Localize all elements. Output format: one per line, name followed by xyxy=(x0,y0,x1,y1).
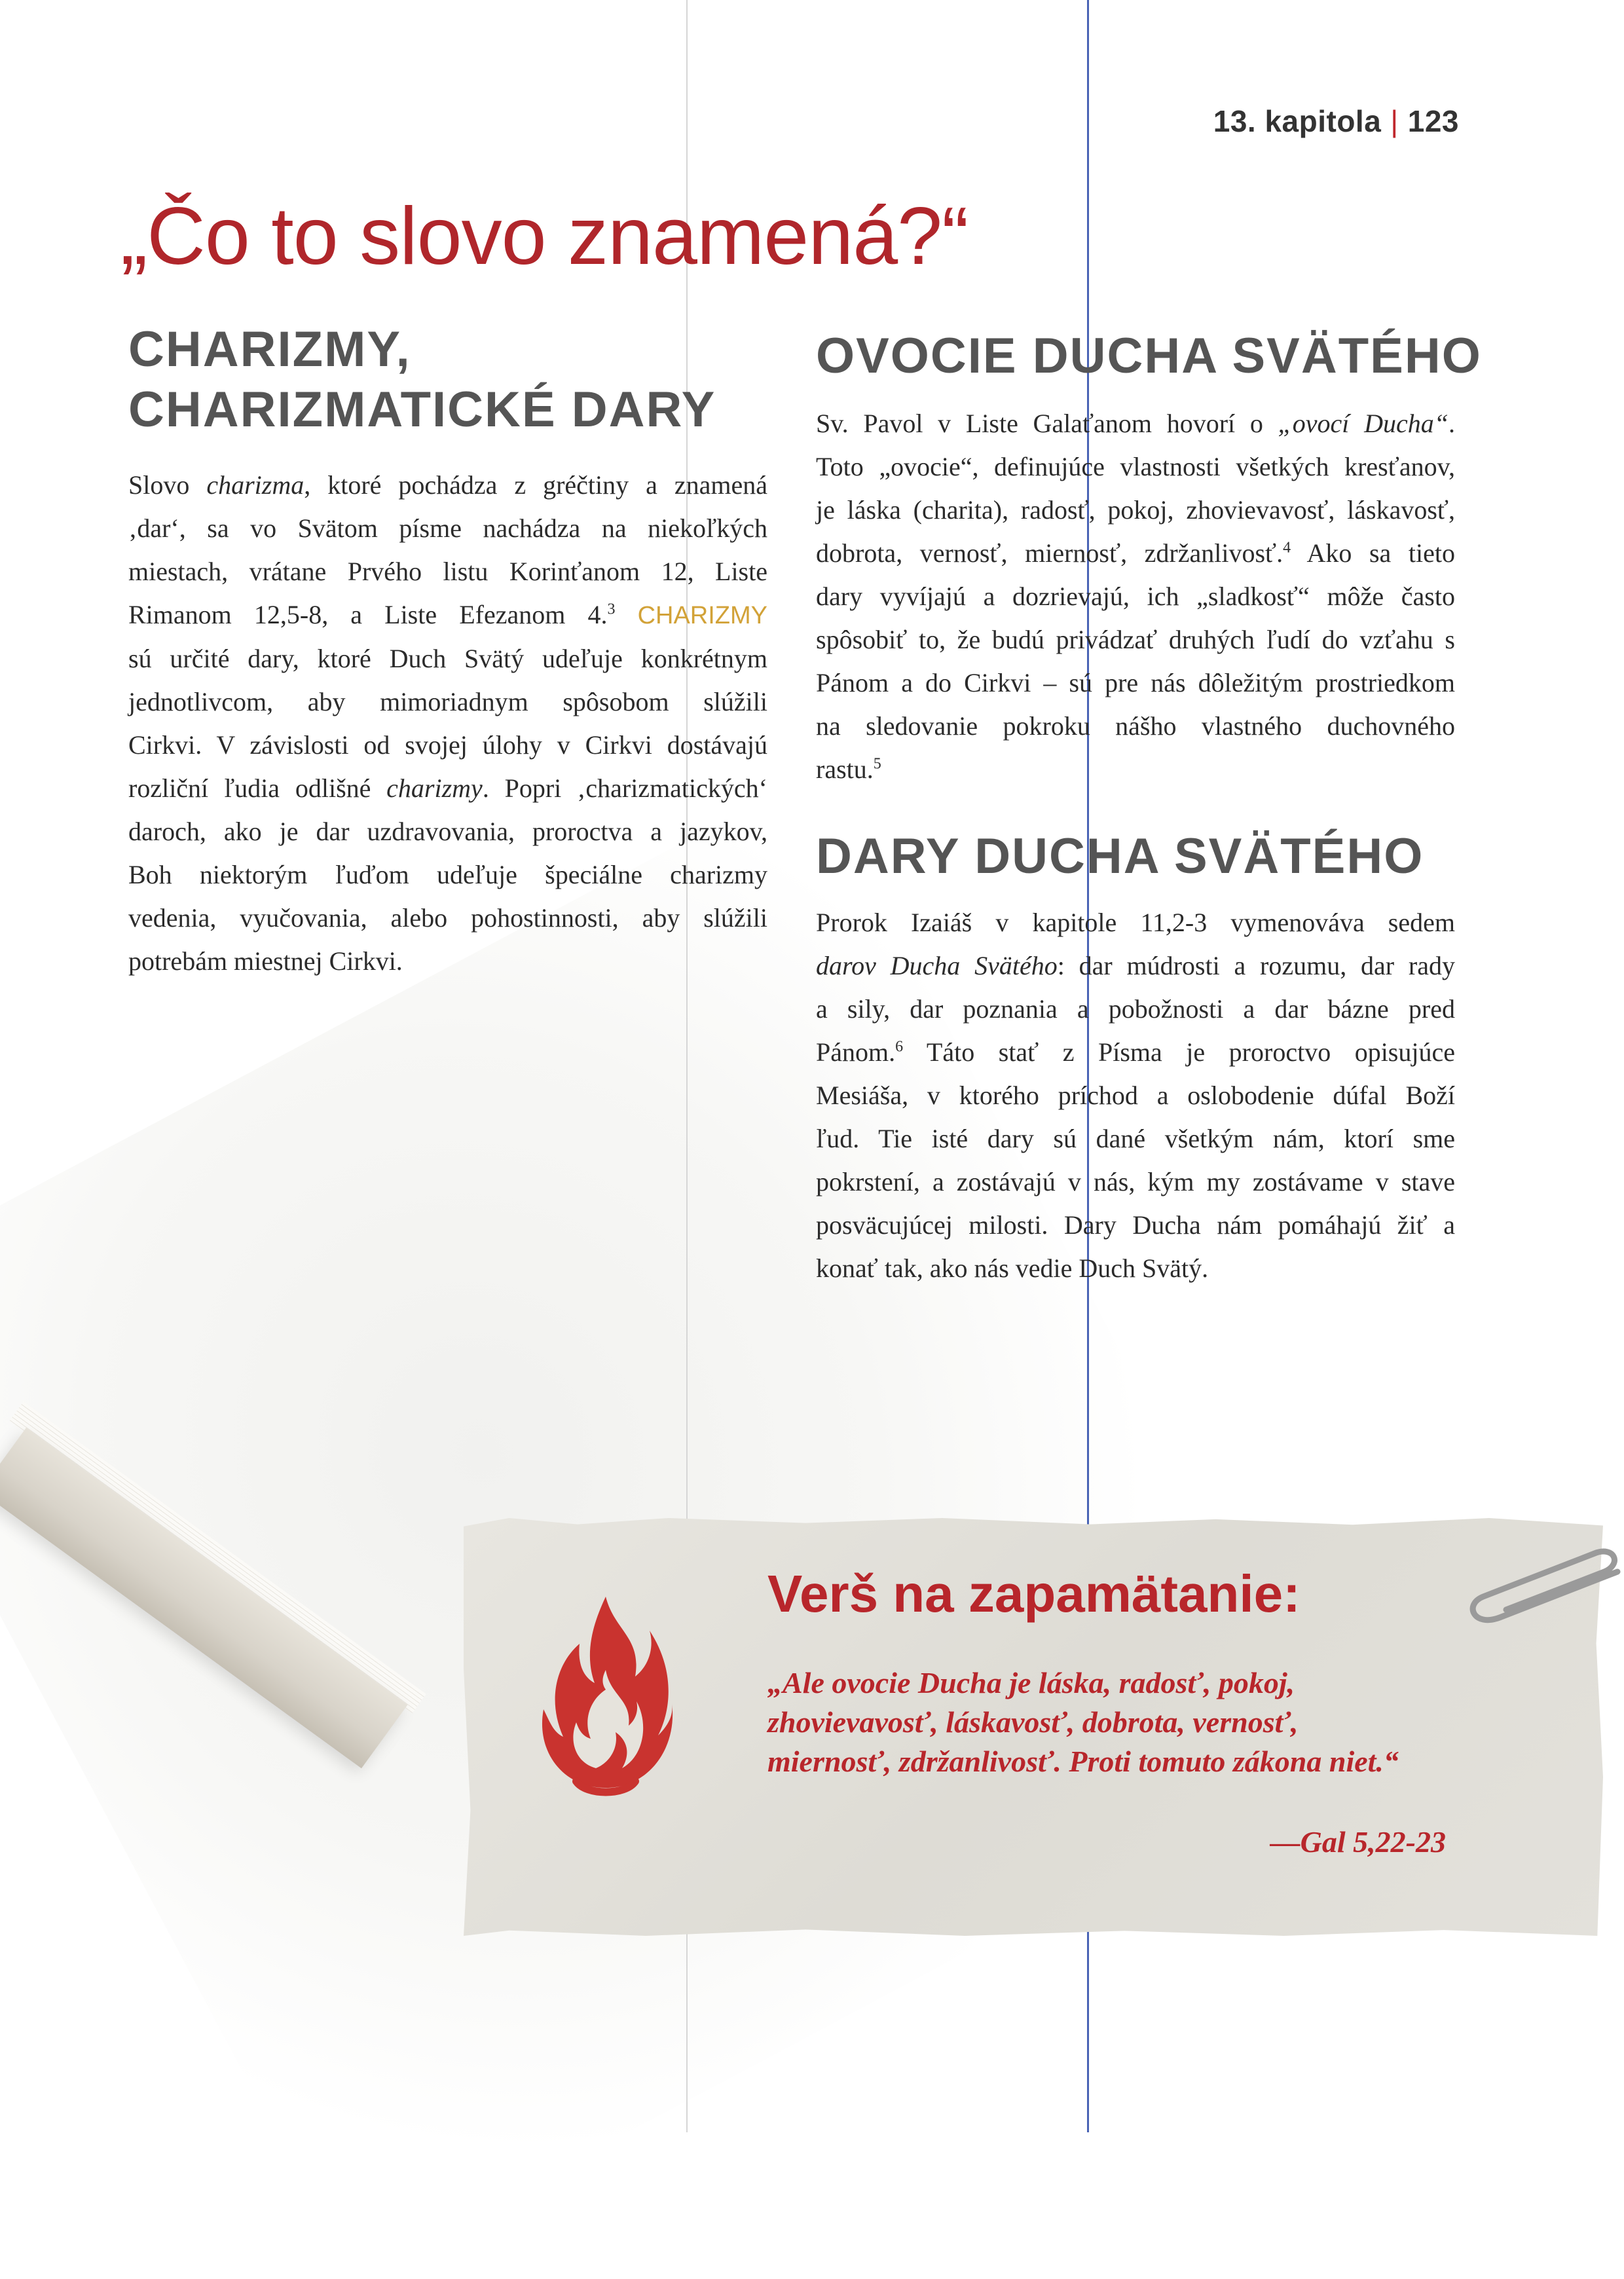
text-line: Toto „ovocie“, definujúce vlastnosti všetkých kresťanov, xyxy=(816,452,1455,481)
page-header xyxy=(1213,103,1459,139)
text-line: darov Ducha Svätého: dar múdrosti a rozumu, dar rady xyxy=(816,951,1455,980)
text-line: miestach, vrátane Prvého listu Korinťanom 12, Liste xyxy=(128,557,767,586)
text-line: daroch, ako je dar uzdravovania, proroctva a jazykov, xyxy=(128,817,767,846)
heading-line: CHARIZMY, xyxy=(128,322,411,377)
text-line: a sily, dar poznania a pobožnosti a dar bázne pred xyxy=(816,994,1455,1024)
footnote-marker: 5 xyxy=(873,755,881,773)
text-line: Rimanom 12,5-8, a Liste Efezanom 4.$^3$ CHARIZMY xyxy=(128,600,768,629)
section-heading-ovocie: OVOCIE DUCHA SVÄTÉHO xyxy=(816,328,1482,384)
italic-term: charizma xyxy=(206,470,304,500)
text-line: konať tak, ako nás vedie Duch Svätý. xyxy=(816,1253,1209,1283)
paperclip-icon xyxy=(1428,1532,1624,1663)
text-line: ľud. Tie isté dary sú dané všetkým nám, ktorí sme xyxy=(816,1124,1455,1153)
text-line: vedenia, vyučovania, alebo pohostinnosti, aby slúžili xyxy=(128,903,767,933)
text-line: dary vyvíjajú a dozrievajú, ich „sladkosť“ môže často xyxy=(816,582,1455,611)
footnote-marker: 3 xyxy=(607,601,616,618)
text-line: ‚dar‘, sa vo Svätom písme nachádza na niekoľkých xyxy=(128,513,767,543)
text-line: Sv. Pavol v Liste Galaťanom hovorí o „ovocí Ducha“. xyxy=(816,409,1455,438)
text-line: rastu.$^5$ xyxy=(816,754,881,784)
verse-line: „Ale ovocie Ducha je láska, radosť, pokoj, xyxy=(767,1666,1295,1699)
text-line: rozliční ľudia odlišné charizmy. Popri ‚charizmatických‘ xyxy=(128,773,767,803)
text-line: Pánom.$^6$ Táto stať z Písma je proroctvo opisujúce xyxy=(816,1037,1455,1067)
text-line: jednotlivcom, aby mimoriadnym spôsobom slúžili xyxy=(128,687,767,716)
text-line: Prorok Izaiáš v kapitole 11,2-3 vymenováva sedem xyxy=(816,908,1455,937)
verse-line: zhovievavosť, láskavosť, dobrota, vernosť, xyxy=(767,1705,1299,1739)
text-line: Boh niektorým ľuďom udeľuje špeciálne charizmy xyxy=(128,860,767,889)
page-number: 123 xyxy=(1407,104,1459,138)
text-line: dobrota, vernosť, miernosť, zdržanlivosť.$^4$ Ako sa tieto xyxy=(816,538,1455,568)
text-line: Pánom a do Cirkvi – sú pre nás dôležitým prostriedkom xyxy=(816,668,1455,697)
text-line: potrebám miestnej Cirkvi. xyxy=(128,946,403,976)
page-title: „Čo to slovo znamená?“ xyxy=(120,191,969,282)
verse-quote xyxy=(767,1663,1488,1781)
verse-reference: —Gal 5,22-23 xyxy=(1270,1825,1446,1859)
footnote-marker: 4 xyxy=(1283,539,1291,557)
italic-term: darov Ducha Svätého xyxy=(816,951,1058,980)
italic-term: charizmy xyxy=(386,773,483,803)
body-charizmy xyxy=(128,464,767,983)
italic-term: „ovocí Ducha“ xyxy=(1278,409,1449,438)
text-line: pokrstení, a zostávajú v nás, kým my zostávame v stave xyxy=(816,1167,1455,1196)
body-dary xyxy=(816,901,1455,1290)
text-line: Cirkvi. V závislosti od svojej úlohy v Cirkvi dostávajú xyxy=(128,730,767,760)
text-line: posväcujúcej milosti. Dary Ducha nám pomáhajú žiť a xyxy=(816,1210,1455,1240)
accent-term: CHARIZMY xyxy=(637,602,768,629)
verse-title: Verš na zapamätanie: xyxy=(767,1565,1301,1623)
section-heading-dary: DARY DUCHA SVÄTÉHO xyxy=(816,828,1424,884)
text-line: spôsobiť to, že budú privádzať druhých ľudí do vzťahu s xyxy=(816,625,1455,654)
text-line: je láska (charita), radosť, pokoj, zhovievavosť, láskavosť, xyxy=(816,495,1455,525)
text-line: Mesiáša, v ktorého príchod a oslobodenie dúfal Boží xyxy=(816,1081,1455,1110)
flame-icon xyxy=(537,1591,674,1807)
text-line: Slovo charizma, ktoré pochádza z gréčtiny a znamená xyxy=(128,470,767,500)
verse-line: miernosť, zdržanlivosť. Proti tomuto zákona niet.“ xyxy=(767,1745,1399,1778)
text-line: sú určité dary, ktoré Duch Svätý udeľuje konkrétnym xyxy=(128,644,767,673)
body-ovocie xyxy=(816,402,1455,791)
text-line: na sledovanie pokroku nášho vlastného duchovného xyxy=(816,711,1455,741)
footnote-marker: 6 xyxy=(895,1038,904,1056)
heading-line: CHARIZMATICKÉ DARY xyxy=(128,382,716,437)
section-heading-charizmy xyxy=(128,320,716,440)
header-separator: | xyxy=(1390,104,1399,138)
chapter-label: 13. kapitola xyxy=(1213,104,1382,138)
